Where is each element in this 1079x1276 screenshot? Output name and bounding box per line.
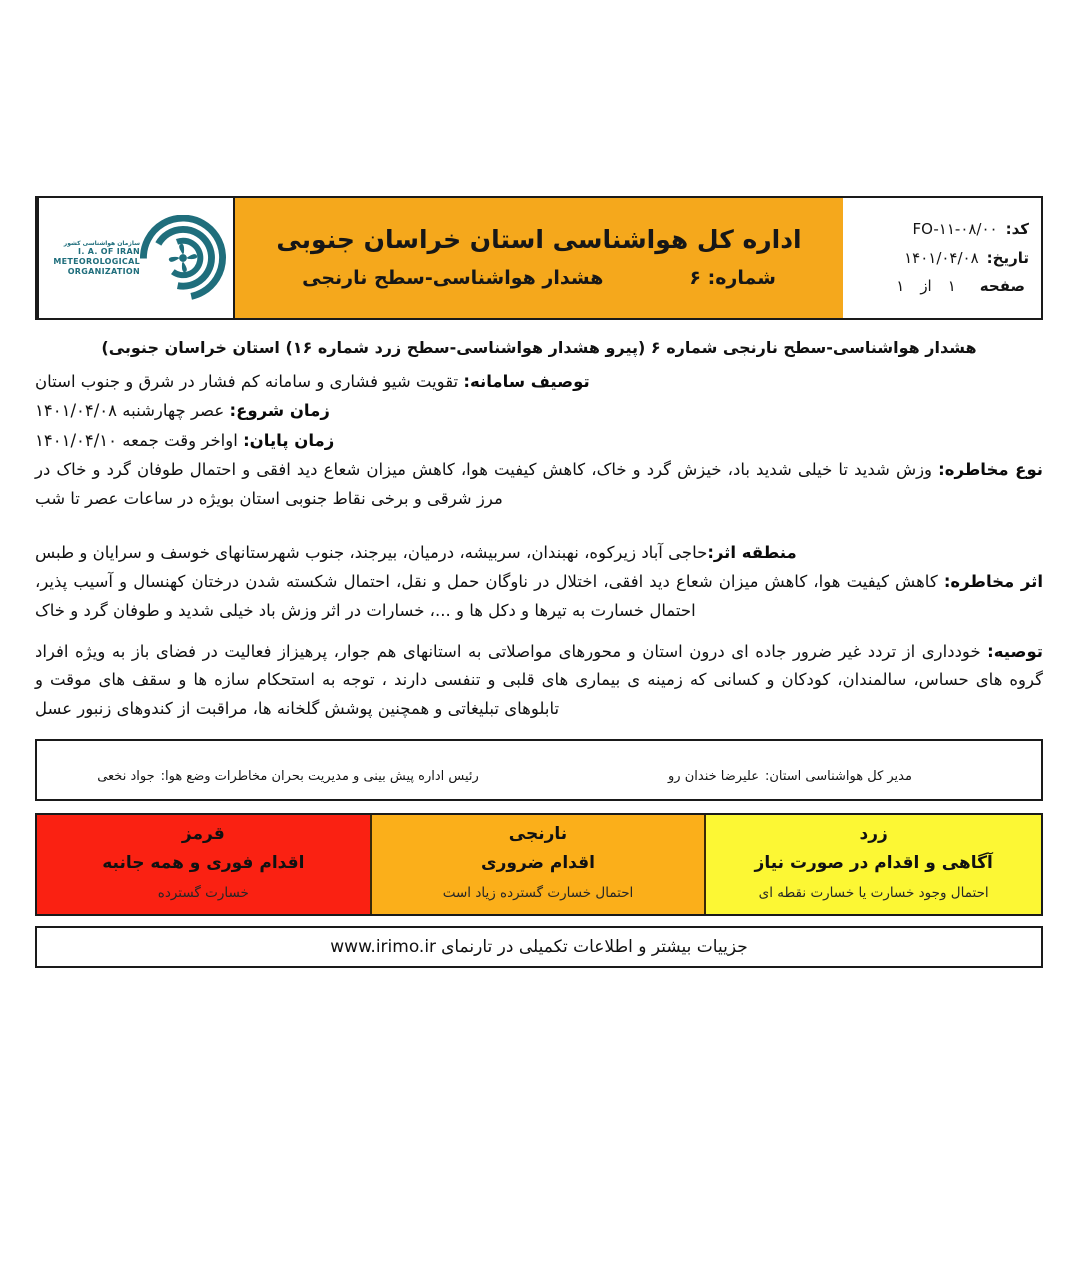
legend-cell-yellow <box>706 815 1041 914</box>
header-logo-cell <box>37 198 233 318</box>
logo-text-block <box>53 240 140 277</box>
page-total: ۱ <box>896 277 905 296</box>
hazard-value: وزش شدید تا خیلی شدید باد، خیزش گرد و خاک، کاهش کیفیت هوا، کاهش میزان شعاع دید افقی و احتمال طوفان گرد و خاک در مرز شرقی و برخی نقاط جنوبی استان بویژه در ساعات عصر تا شب <box>35 460 933 508</box>
advice-label: توصیه: <box>987 642 1043 661</box>
document-header <box>35 196 1043 320</box>
end-time-value: اواخر وقت جمعه ۱۴۰۱/۰۴/۱۰ <box>35 430 238 450</box>
advice-value: خودداری از تردد غیر ضرور جاده ای درون استان و محورهای مواصلاتی به استانهای هم جوار، پرهیزاز فعالیت در فضای باز به ویژه افراد گروه های حساس، سالمندان، کودکان و کسانی که زمینه ی بیماری های قلبی و تنفسی دارند ، توجه به استحکام سازه ها و سقف های موقت و تابلوهای تبلیغاتی و همچنین پوشش گلخانه ها، مراقبت از کندوهای زنبور عسل <box>35 642 1043 718</box>
field-start-time <box>35 397 1043 425</box>
page-current: ۱ <box>947 277 956 296</box>
header-title-block <box>233 198 843 318</box>
meta-row-code <box>853 215 1029 244</box>
page-of-label: از <box>920 277 932 296</box>
region-value: حاجی آباد زیرکوه، نهبندان، سربیشه، درمیان، بیرجند، جنوب شهرستانهای خوسف و سرایان و طبس <box>35 542 708 562</box>
signature-name-1: علیرضا خندان رو <box>668 769 759 785</box>
logo-line-2: METEOROLOGICAL <box>53 256 140 266</box>
field-advice <box>35 638 1043 723</box>
effect-value: کاهش کیفیت هوا، کاهش میزان شعاع دید افقی، اختلال در ناوگان حمل و نقل، احتمال شکسته شدن درختان کهنسال و آسیب پذیر، احتمال خسارت به تیرها و دکل ها و ...، خسارات در اثر وزش باد خیلی شدید و طوفان گرد و خاک <box>35 572 938 620</box>
meta-row-page <box>853 272 1029 301</box>
signature-role-1: مدیر کل هواشناسی استان: <box>764 769 912 785</box>
document-body <box>35 368 1043 723</box>
legend-damage-orange: احتمال خسارت گسترده زیاد است <box>442 885 634 902</box>
signature-name-0: جواد نخعی <box>97 769 155 785</box>
logo-line-3: ORGANIZATION <box>67 266 140 276</box>
start-time-value: عصر چهارشنبه ۱۴۰۱/۰۴/۰۸ <box>35 401 225 421</box>
system-label: توصیف سامانه: <box>463 372 590 391</box>
signature-forecast-head <box>37 754 539 786</box>
warning-number-label: شماره: <box>707 266 776 289</box>
legend-name-red: قرمز <box>181 824 225 845</box>
code-label: کد: <box>1005 220 1029 239</box>
warning-number <box>689 267 776 289</box>
effect-label: اثر مخاطره: <box>943 572 1044 592</box>
warning-number-value: ۶ <box>689 266 701 289</box>
alert-level-legend <box>35 813 1043 916</box>
date-label: تاریخ: <box>986 248 1029 267</box>
advice-section <box>35 638 1043 723</box>
header-meta-block <box>843 198 1041 318</box>
logo-line-1: I. A. OF IRAN <box>78 247 140 257</box>
logo-persian-line: سازمان هواشناسی کشور <box>63 239 140 247</box>
document-footer <box>35 926 1043 968</box>
legend-damage-red: خسارت گسترده <box>157 885 249 902</box>
footer-label: جزییات بیشتر و اطلاعات تکمیلی در تارنمای <box>441 937 748 958</box>
date-value: ۱۴۰۱/۰۴/۰۸ <box>904 248 979 267</box>
warning-level-title: هشدار هواشناسی-سطح نارنجی <box>302 266 604 289</box>
organization-title: اداره کل هواشناسی استان خراسان جنوبی <box>276 225 802 255</box>
field-system-description <box>35 368 1043 396</box>
field-affected-region <box>35 539 1043 567</box>
system-value: تقویت شیو فشاری و سامانه کم فشار در شرق و جنوب استان <box>35 372 459 391</box>
header-subtitle-row <box>251 267 827 289</box>
field-hazard-type <box>35 456 1043 513</box>
warning-document <box>35 196 1043 968</box>
legend-damage-yellow: احتمال وجود خسارت یا خسارت نقطه ای <box>758 885 989 902</box>
logo-wrap <box>46 202 226 314</box>
signature-box <box>35 739 1043 801</box>
footer-website-url[interactable]: www.irimo.ir <box>330 937 437 958</box>
end-time-label: زمان پایان: <box>243 430 335 450</box>
signature-director-general <box>539 754 1041 786</box>
meteorological-spiral-logo-icon <box>140 215 226 301</box>
legend-action-red: اقدام فوری و همه جانبه <box>102 853 305 874</box>
legend-cell-red <box>37 815 372 914</box>
code-value: FO-۱۱-۰۸/۰۰ <box>912 220 998 239</box>
field-end-time <box>35 427 1043 455</box>
signature-role-0: رئیس اداره پیش بینی و مدیریت بحران مخاطرات وضع هوا: <box>160 769 479 785</box>
page-label: صفحه <box>979 277 1025 296</box>
region-label: منطقه اثر: <box>707 542 797 562</box>
impact-section <box>35 539 1043 625</box>
meta-row-date <box>853 244 1029 273</box>
legend-action-yellow: آگاهی و اقدام در صورت نیاز <box>754 853 993 874</box>
start-time-label: زمان شروع: <box>229 401 330 421</box>
hazard-label: نوع مخاطره: <box>938 460 1043 480</box>
footer-text-block <box>330 937 747 957</box>
document-subtitle: هشدار هواشناسی-سطح نارنجی شماره ۶ (پیرو هشدار هواشناسی-سطح زرد شماره ۱۶) استان خراسان جنوبی) <box>101 338 977 357</box>
field-hazard-effect <box>35 568 1043 625</box>
legend-name-yellow: زرد <box>859 824 888 845</box>
legend-name-orange: نارنجی <box>508 824 568 845</box>
legend-action-orange: اقدام ضروری <box>481 853 595 874</box>
legend-cell-orange <box>372 815 707 914</box>
